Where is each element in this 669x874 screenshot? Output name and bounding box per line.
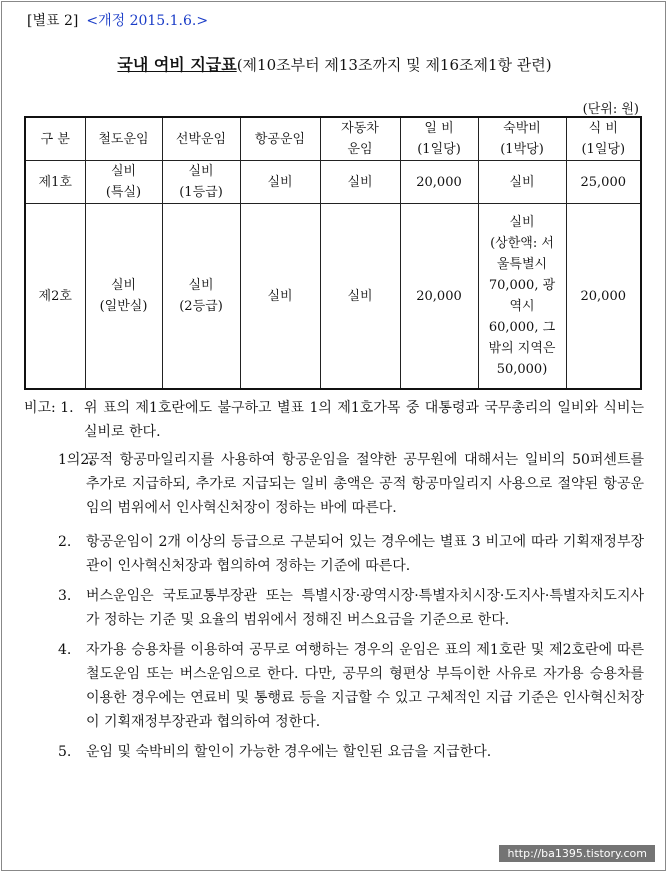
table-row bbox=[25, 204, 641, 390]
remarks-prefix: 비고: bbox=[24, 400, 56, 416]
remark-number: 비고: 1. bbox=[24, 400, 74, 416]
header-cell: 항공운임 bbox=[240, 117, 320, 161]
annex-label: [별표 2] bbox=[27, 13, 79, 29]
header-cell: 숙박비 (1박당) bbox=[478, 117, 566, 161]
watermark-url: http://ba1395.tistory.com bbox=[499, 845, 655, 862]
table-cell: 실비 bbox=[320, 161, 400, 204]
table-cell: 실비 (일반실) bbox=[85, 204, 162, 390]
remark-item bbox=[24, 584, 644, 632]
remark-item bbox=[24, 740, 644, 764]
table-cell: 20,000 bbox=[400, 204, 478, 390]
travel-expense-table bbox=[24, 116, 642, 390]
table-cell: 제1호 bbox=[25, 161, 85, 204]
title-main: 국내 여비 지급표 bbox=[117, 55, 237, 74]
table-cell: 실비 (특실) bbox=[85, 161, 162, 204]
document-header bbox=[27, 10, 208, 30]
header-cell: 자동차 운임 bbox=[320, 117, 400, 161]
table-cell: 제2호 bbox=[25, 204, 85, 390]
remark-number: 2. bbox=[58, 534, 72, 550]
table-cell: 실비 bbox=[240, 204, 320, 390]
table-cell: 실비 (1등급) bbox=[162, 161, 240, 204]
table-row bbox=[25, 161, 641, 204]
header-cell: 일 비 (1일당) bbox=[400, 117, 478, 161]
table-cell: 20,000 bbox=[566, 204, 641, 390]
remark-text: 버스운임은 국토교통부장관 또는 특별시장·광역시장·특별자치시장·도지사·특별자치도지사가 정하는 기준 및 요율의 범위에서 정해진 버스요금을 기준으로 한다. bbox=[86, 588, 644, 628]
remark-text: 항공운임이 2개 이상의 등급으로 구분되어 있는 경우에는 별표 3 비고에 따라 기획재정부장관이 인사혁신처장과 협의하여 정하는 기준에 따른다. bbox=[86, 534, 644, 574]
table-cell: 실비 (2등급) bbox=[162, 204, 240, 390]
unit-label: (단위: 원) bbox=[582, 102, 639, 117]
header-cell: 선박운임 bbox=[162, 117, 240, 161]
header-cell: 식 비 (1일당) bbox=[566, 117, 641, 161]
remark-item bbox=[24, 396, 644, 444]
remark-number: 1의2. bbox=[58, 452, 94, 468]
table-cell: 20,000 bbox=[400, 161, 478, 204]
table-header-row bbox=[25, 117, 641, 161]
table-cell: 실비 bbox=[240, 161, 320, 204]
remark-item bbox=[24, 638, 644, 734]
remarks-section bbox=[24, 396, 644, 764]
table-title bbox=[0, 52, 669, 75]
revision-note: <개정 2015.1.6.> bbox=[86, 13, 209, 29]
remark-number: 5. bbox=[58, 744, 72, 760]
title-sub: (제10조부터 제13조까지 및 제16조제1항 관련) bbox=[236, 56, 552, 74]
table-cell: 실비 (상한액: 서 울특별시 70,000, 광 역시 60,000, 그 밖의 지역은 50,000) bbox=[478, 204, 566, 390]
remark-text: 자가용 승용차를 이용하여 공무로 여행하는 경우의 운임은 표의 제1호란 및 제2호란에 따른 철도운임 또는 버스운임으로 한다. 다만, 공무의 형편상 부득이한 사유로 자가용 승용차를 이용한 경우에는 연료비 및 통행료 등을 지급할 수 있고 구체적인 지급 기준은 인사혁신처장이 기획재정부장관과 협의하여 정한다. bbox=[86, 642, 644, 730]
remark-item bbox=[24, 448, 644, 520]
header-cell: 철도운임 bbox=[85, 117, 162, 161]
table-cell: 25,000 bbox=[566, 161, 641, 204]
table-cell: 실비 bbox=[320, 204, 400, 390]
remark-number: 4. bbox=[58, 642, 72, 658]
remark-text: 운임 및 숙박비의 할인이 가능한 경우에는 할인된 요금을 지급한다. bbox=[86, 744, 492, 760]
remark-text: 공적 항공마일리지를 사용하여 항공운임을 절약한 공무원에 대해서는 일비의 50퍼센트를 추가로 지급하되, 추가로 지급되는 일비 총액은 공적 항공마일리지 사용으로 절약된 항공운임의 범위에서 인사혁신처장이 정하는 바에 따른다. bbox=[86, 452, 644, 516]
remark-item bbox=[24, 530, 644, 578]
remark-text: 위 표의 제1호란에도 불구하고 별표 1의 제1호가목 중 대통령과 국무총리의 일비와 식비는 실비로 한다. bbox=[84, 400, 644, 440]
table-cell: 실비 bbox=[478, 161, 566, 204]
header-cell: 구 분 bbox=[25, 117, 85, 161]
remark-number: 3. bbox=[58, 588, 72, 604]
